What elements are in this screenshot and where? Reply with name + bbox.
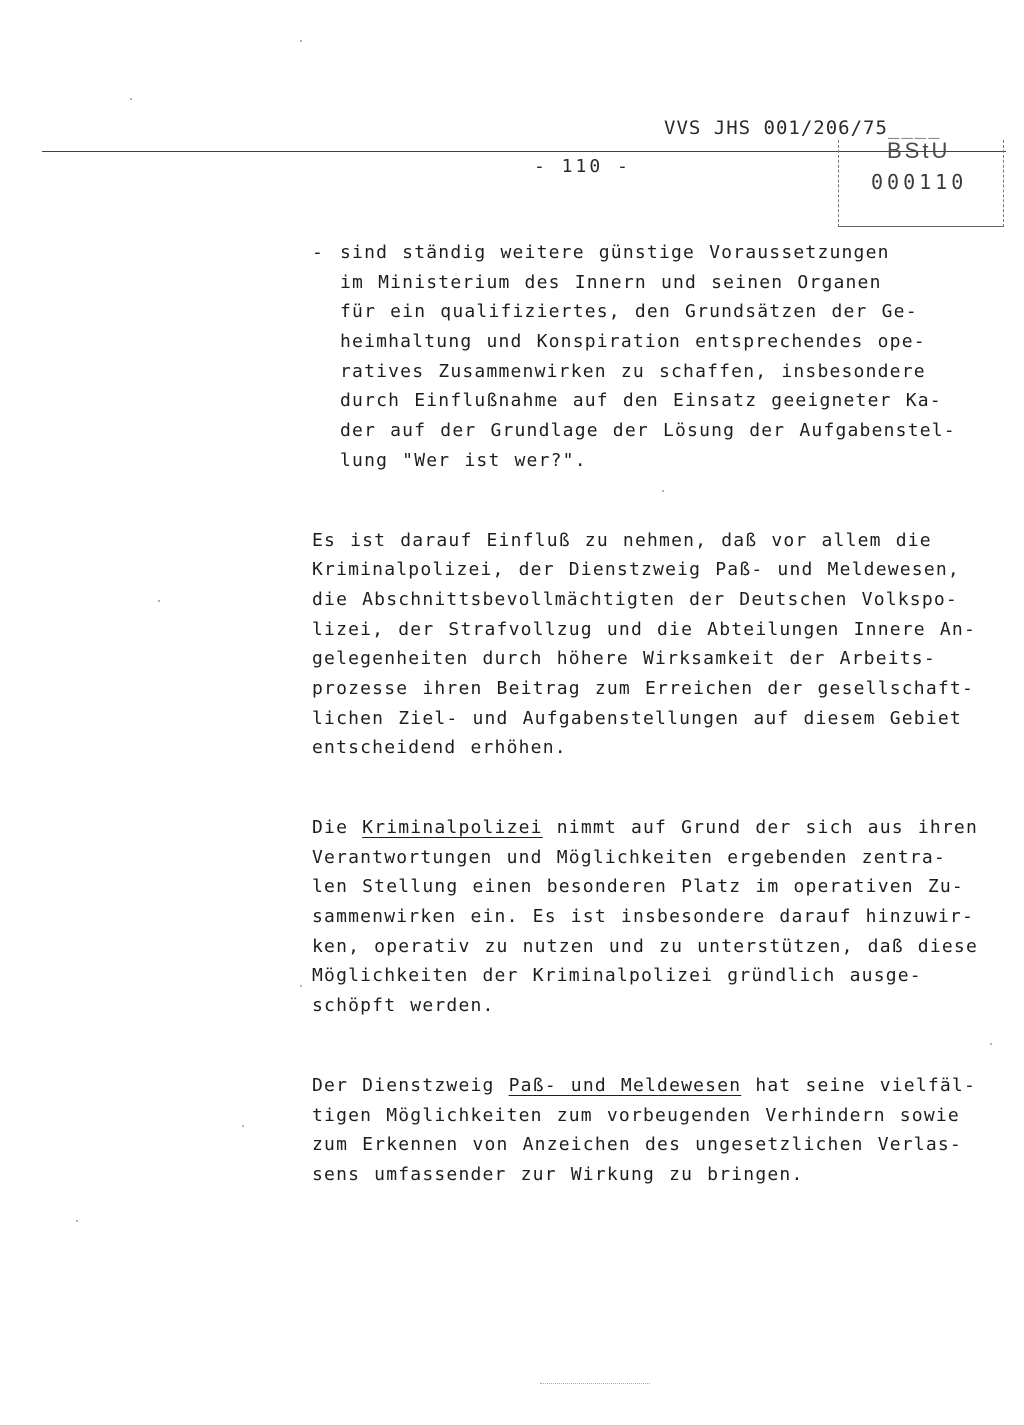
text-line: Die Kriminalpolizei nimmt auf Grund der sich aus ihren (312, 817, 979, 838)
scan-speck (300, 40, 302, 42)
page-number: - 110 - (534, 156, 631, 177)
text-line: Es ist darauf Einfluß zu nehmen, daß vor allem die (312, 529, 932, 551)
text-line: im Ministerium des Innern und seinen Organen (340, 271, 882, 293)
paragraph (312, 526, 992, 764)
underlined-term: Kriminalpolizei (362, 817, 543, 838)
text-line: der auf der Grundlage der Lösung der Aufgabenstel- (340, 420, 956, 442)
scan-speck (76, 1220, 78, 1222)
body-text (312, 238, 992, 1240)
text-line: gelegenheiten durch höhere Wirksamkeit der Arbeits- (312, 648, 936, 670)
stamp-label: BStU (887, 138, 951, 163)
document-reference (664, 117, 942, 139)
text-line: zum Erkennen von Anzeichen des ungesetzlichen Verlas- (312, 1134, 962, 1156)
scan-artifact (540, 1383, 650, 1384)
reference-tail: ____ (887, 117, 942, 139)
bullet-paragraph (312, 238, 992, 476)
stamp-number: 000110 (871, 170, 968, 194)
archive-stamp (838, 140, 1004, 227)
text-line: prozesse ihren Beitrag zum Erreichen der gesellschaft- (312, 677, 974, 699)
text-line: sens umfassender zur Wirkung zu bringen. (312, 1163, 804, 1185)
text-line: tigen Möglichkeiten zum vorbeugenden Verhindern sowie (312, 1104, 960, 1126)
text-line: heimhaltung und Konspiration entsprechendes ope- (340, 331, 926, 353)
paragraph (312, 813, 992, 1021)
paragraph (312, 1071, 992, 1190)
text-line: lung "Wer ist wer?". (340, 449, 587, 471)
text-line: durch Einflußnahme auf den Einsatz geeigneter Ka- (340, 390, 942, 412)
text-line: ken, operativ zu nutzen und zu unterstützen, daß diese (312, 935, 978, 957)
text-line: sammenwirken ein. Es ist insbesondere darauf hinzuwir- (312, 906, 974, 928)
text-line: Kriminalpolizei, der Dienstzweig Paß- und Meldewesen, (312, 559, 960, 581)
scan-speck (662, 490, 664, 492)
text-line: - sind ständig weitere günstige Voraussetzungen (312, 238, 992, 268)
text-line: Der Dienstzweig Paß- und Meldewesen hat seine vielfäl- (312, 1074, 976, 1096)
text-line: entscheidend erhöhen. (312, 737, 567, 759)
text-line: für ein qualifiziertes, den Grundsätzen der Ge- (340, 301, 918, 323)
bullet-marker: - (312, 242, 325, 263)
underlined-term: Paß- und Meldewesen (508, 1074, 742, 1096)
reference-number: VVS JHS 001/206/75 (664, 117, 888, 139)
text-line: Verantwortungen und Möglichkeiten ergebenden zentra- (312, 846, 946, 868)
scan-speck (130, 98, 132, 100)
text-line: lichen Ziel- und Aufgabenstellungen auf diesem Gebiet (312, 707, 962, 729)
text-line: die Abschnittsbevollmächtigten der Deutschen Volkspo- (312, 588, 958, 610)
scan-speck (158, 600, 160, 602)
scan-speck (990, 1043, 992, 1045)
text-line: schöpft werden. (312, 995, 495, 1017)
scan-speck (300, 985, 302, 987)
text-line: lizei, der Strafvollzug und die Abteilungen Innere An- (312, 618, 976, 640)
text-line: len Stellung einen besonderen Platz im operativen Zu- (312, 876, 964, 898)
text-line: ratives Zusammenwirken zu schaffen, insbesondere (340, 360, 926, 382)
scan-speck (242, 1125, 244, 1127)
text-line: Möglichkeiten der Kriminalpolizei gründlich ausge- (312, 965, 922, 987)
